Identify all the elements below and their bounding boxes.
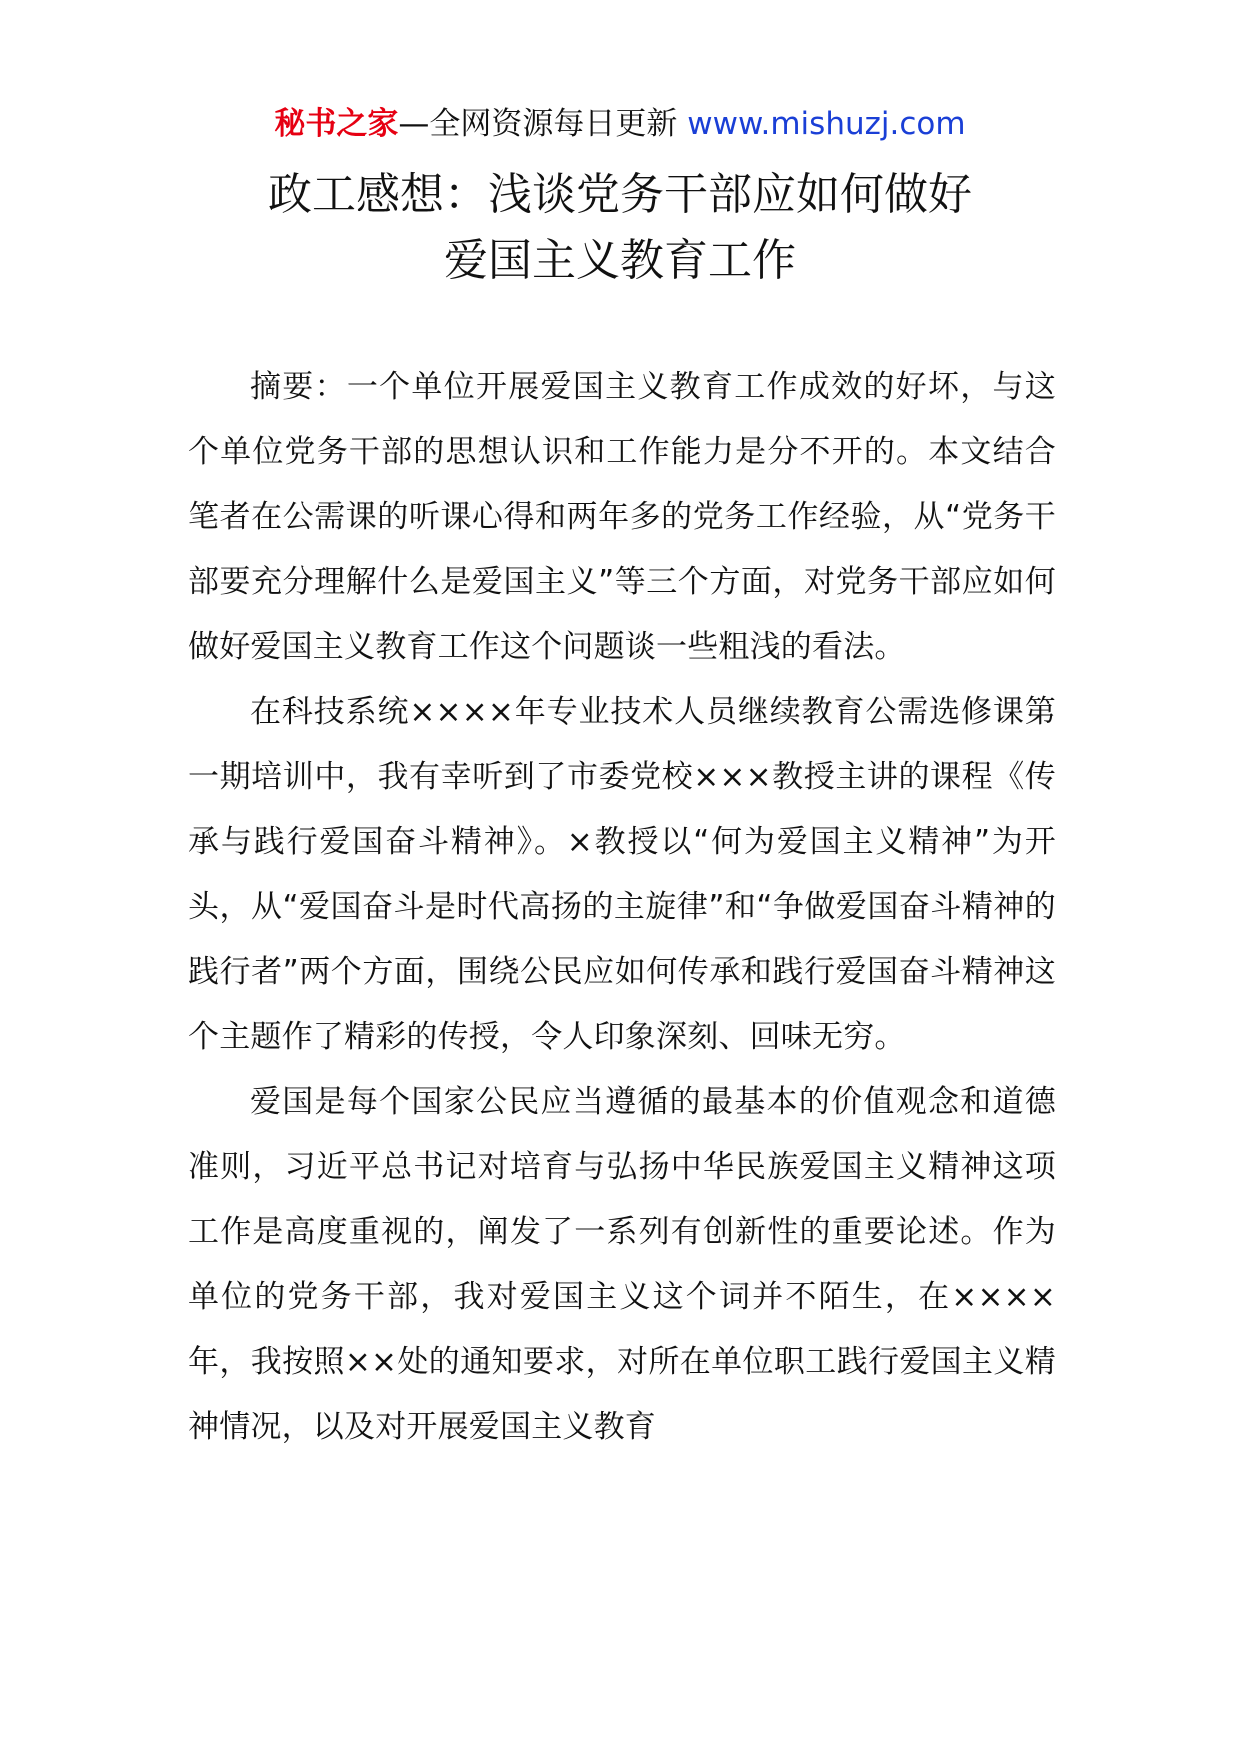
body-paragraph: 爱国是每个国家公民应当遵循的最基本的价值观念和道德准则，习近平总书记对培育与弘扬中华民族爱国主义精神这项工作是高度重视的，阐发了一系列有创新性的重要论述。作为单位的党务干部，我对爱国主义这个词并不陌生，在××××年，我按照××处的通知要求，对所在单位职工践行爱国主义精神情况，以及对开展爱国主义教育 <box>188 1084 1056 1445</box>
document-title <box>0 162 1240 294</box>
body-paragraph: 在科技系统××××年专业技术人员继续教育公需选修课第一期培训中，我有幸听到了市委党校×××教授主讲的课程《传承与践行爱国奋斗精神》。×教授以“何为爱国主义精神”为开头，从“爱国奋斗是时代高扬的主旋律”和“争做爱国奋斗精神的践行者”两个方面，围绕公民应如何传承和践行爱国奋斗精神这个主题作了精彩的传授，令人印象深刻、回味无穷。 <box>188 694 1056 1055</box>
title-line-1: 政工感想：浅谈党务干部应如何做好 <box>268 169 972 220</box>
title-line-2: 爱国主义教育工作 <box>444 235 796 286</box>
header-tagline: —全网资源每日更新 <box>398 106 678 142</box>
document-body <box>188 355 1056 1460</box>
abstract-paragraph: 摘要：一个单位开展爱国主义教育工作成效的好坏，与这个单位党务干部的思想认识和工作能力是分不开的。本文结合笔者在公需课的听课心得和两年多的党务工作经验，从“党务干部要充分理解什么是爱国主义”等三个方面，对党务干部应如何做好爱国主义教育工作这个问题谈一些粗浅的看法。 <box>188 369 1056 665</box>
site-header <box>0 104 1240 144</box>
brand-name: 秘书之家 <box>274 106 399 142</box>
site-url-link[interactable]: www.mishuzj.com <box>687 106 966 142</box>
